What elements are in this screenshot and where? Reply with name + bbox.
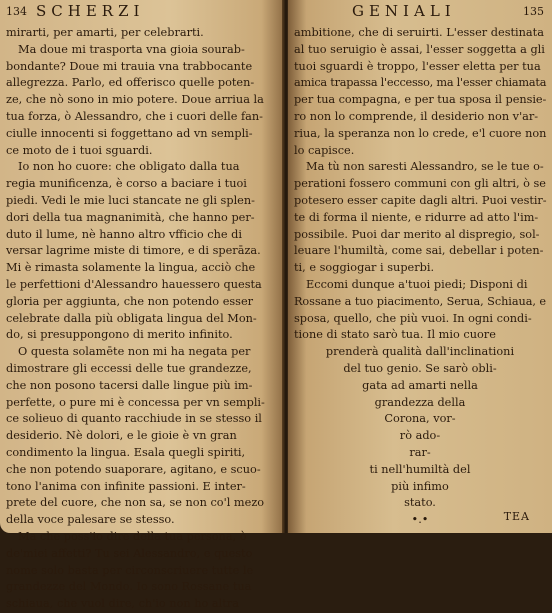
- left-running-title: SCHERZI: [36, 2, 145, 20]
- text-line: perationi fossero communi con gli altri, ò se: [294, 177, 546, 191]
- text-line: ze, che nò sono in mio potere. Doue arriua la: [6, 93, 264, 107]
- text-line: ambitione, che di seruirti. L'esser destinata: [294, 26, 544, 39]
- left-page-header: [6, 2, 276, 22]
- text-line: più infimo: [391, 479, 449, 493]
- text-line: Ma che poss'io dire della tua persona, ò: [18, 529, 247, 543]
- text-line: grandezze del Mondo. Io sono Rossane tua: [6, 580, 252, 594]
- text-line: le perfettioni d'Alessandro hauessero questa: [6, 277, 262, 291]
- text-line: tuoi sguardi è troppo, l'esser eletta per tua: [294, 59, 541, 73]
- text-line: regia munificenza, è corso a baciare i tuoi: [6, 177, 247, 191]
- text-line: gloria per aggiunta, che non potendo esser: [6, 294, 254, 308]
- right-page-header: [294, 2, 544, 22]
- text-line: O questa solamēte non mi ha negata per: [18, 345, 251, 359]
- text-line: Mi è rimasta solamente la lingua, acciò che: [6, 261, 256, 275]
- text-line: schiaua, che vuol dire, ch'io non ho altra: [6, 597, 239, 611]
- right-book-page: [288, 0, 552, 533]
- text-line: tono l'anima con infinite passioni. E inter-: [6, 479, 246, 493]
- text-line: dori della tua magnanimità, che hanno per-: [6, 210, 255, 224]
- text-line: ti, e soggiogar i superbi.: [294, 261, 435, 275]
- text-line: del tuo genio. Se sarò obli-: [343, 361, 497, 375]
- text-line: celebrate dalla più obligata lingua del Mon-: [6, 311, 257, 325]
- text-line: tione di stato sarò tua. Il mio cuore: [294, 328, 496, 342]
- text-line: per tua compagna, e per tua sposa il pensie-: [294, 93, 547, 107]
- text-line: ti nell'humiltà del: [369, 462, 471, 476]
- text-line: do, si presuppongono di merito infinito.: [6, 328, 233, 342]
- text-line: ro non lo comprende, il desiderio non v'ar-: [294, 109, 539, 123]
- text-line: condimento la lingua. Esala quegli spiriti,: [6, 445, 246, 459]
- text-line: duto il lume, nè hanno altro vfficio che di: [6, 227, 242, 241]
- text-line: piedi. Vedi le mie luci stancate ne gli splen-: [6, 193, 255, 207]
- right-page-text: [294, 25, 546, 529]
- text-line: gata ad amarti nella: [362, 378, 478, 392]
- text-line: de'miei affetti? Tu sei Alessandro, e questo: [6, 546, 253, 560]
- text-line: bondante? Doue mi trauia vna trabbocante: [6, 59, 253, 73]
- text-line: nome solo basta per circonscriuere tutte le: [6, 563, 254, 577]
- text-line: grandezza della: [374, 395, 466, 409]
- text-line: Rossane a tuo piacimento, Serua, Schiaua, e: [294, 294, 547, 308]
- text-line: che non potendo suaporare, agitano, e scuo-: [6, 462, 261, 476]
- text-line: Ma doue mi trasporta vna gioia sourab-: [18, 42, 245, 56]
- text-line: ce solieuo di quanto racchiude in se stesso il: [6, 412, 262, 426]
- text-line: perfette, o pure mi è concessa per vn sempli-: [6, 395, 265, 409]
- text-line: lo capisce.: [294, 143, 355, 157]
- text-line: rar-: [409, 445, 431, 459]
- text-line: leuare l'humiltà, come sai, debellar i poten-: [294, 244, 544, 258]
- text-line: mirarti, per amarti, per celebrarti.: [6, 26, 204, 39]
- text-line: riua, la speranza non lo crede, e'l cuore non: [294, 126, 547, 140]
- text-line: desiderio. Nè dolori, e le gioie è vn gran: [6, 429, 237, 443]
- text-line: stato.: [404, 496, 436, 510]
- catchword: TEA: [503, 510, 530, 523]
- text-line: prete del cuore, che non sa, se non co'l mezo: [6, 496, 265, 510]
- text-line: te di forma il niente, e ridurre ad atto l'im-: [294, 210, 539, 224]
- text-line: Io non ho cuore: che obligato dalla tua: [18, 160, 240, 174]
- text-line: sposa, quello, che più vuoi. In ogni condi-: [294, 311, 532, 325]
- text-line: della voce palesare se stesso.: [6, 513, 175, 527]
- left-page-number: 134: [6, 5, 27, 18]
- text-line: rò ado-: [399, 429, 441, 443]
- text-line: ciulle innocenti si foggettano ad vn sempli-: [6, 126, 253, 140]
- text-line: amica trapassa l'eccesso, ma l'esser chiamata: [294, 76, 547, 90]
- text-line: allegrezza. Parlo, ed offerisco quelle poten-: [6, 76, 255, 90]
- text-line: tua forza, ò Alessandro, che i cuori delle fan-: [6, 109, 263, 123]
- text-line: al tuo seruigio è assai, l'esser soggetta a gli: [294, 42, 545, 56]
- text-line: ce moto de i tuoi sguardi.: [6, 143, 153, 157]
- right-page-number: 135: [523, 5, 544, 18]
- text-line: prenderà qualità dall'inclinationi: [325, 345, 515, 359]
- text-line: Eccomi dunque a'tuoi piedi; Disponi di: [306, 277, 528, 291]
- right-running-title: GENIALI: [352, 2, 456, 20]
- text-line: versar lagrime miste di timore, e di sperāza.: [6, 244, 261, 258]
- text-line: Ma tù non saresti Alessandro, se le tue o-: [306, 160, 544, 174]
- text-line: possibile. Puoi dar merito al dispregio, sol-: [294, 227, 540, 241]
- text-line: che non posono tacersi dalle lingue più im-: [6, 378, 253, 392]
- text-line: •.•: [411, 513, 429, 527]
- text-line: dimostrare gli eccessi delle tue grandezze,: [6, 361, 252, 375]
- text-line: potesero esser capite dagli altri. Puoi vestir-: [294, 193, 547, 207]
- text-line: Corona, vor-: [384, 412, 456, 426]
- left-page-text: [6, 25, 278, 613]
